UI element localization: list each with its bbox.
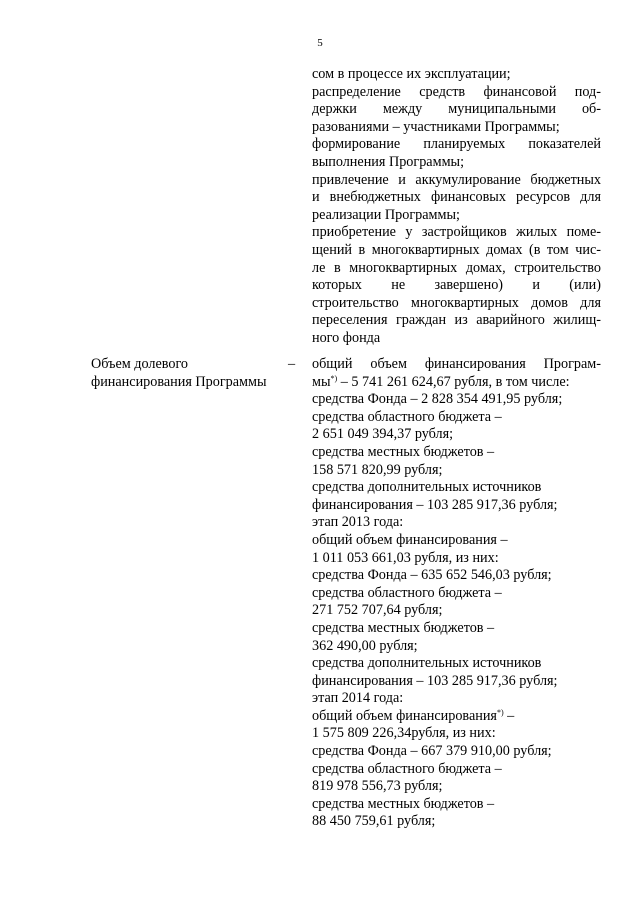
objectives-line <box>312 84 601 102</box>
objectives-line <box>312 224 601 242</box>
objectives-line-text: ного фонда <box>312 329 381 346</box>
objectives-line-text: переселения граждан из аварийного жилищ- <box>312 312 601 329</box>
financing-line <box>312 620 601 638</box>
footnote-marker: *) <box>330 373 338 383</box>
financing-line <box>312 602 601 620</box>
financing-line-text: средства областного бюджета – <box>312 760 502 777</box>
objectives-line-text: реализации Программы; <box>312 206 460 223</box>
financing-line-text: средства Фонда – 667 379 910,00 рубля; <box>312 743 552 760</box>
financing-line <box>312 356 601 374</box>
financing-line-text: этап 2014 года: <box>312 690 404 707</box>
objectives-line-text: привлечение и аккумулирование бюджетных <box>312 171 601 188</box>
financing-line-text: финансирования – 103 285 917,36 рубля; <box>312 672 558 689</box>
objectives-line <box>312 119 601 137</box>
objectives-continuation <box>312 66 601 348</box>
financing-line-text: 819 978 556,73 рубля; <box>312 778 443 795</box>
financing-line <box>312 444 601 462</box>
financing-line <box>312 761 601 779</box>
objectives-line-text: держки между муниципальными об- <box>312 101 601 118</box>
objectives-line <box>312 189 601 207</box>
financing-line <box>312 567 601 585</box>
objectives-line-text: которых не завершено) и (или) <box>312 277 601 294</box>
financing-line-text: этап 2013 года: <box>312 514 404 531</box>
financing-line-text: средства дополнительных источников <box>312 655 542 672</box>
financing-line <box>312 673 601 691</box>
financing-line <box>312 514 601 532</box>
objectives-line <box>312 312 601 330</box>
financing-line <box>312 550 601 568</box>
financing-line <box>312 532 601 550</box>
financing-line <box>312 708 601 726</box>
objectives-line <box>312 136 601 154</box>
objectives-line-text: разованиями – участниками Программы; <box>312 118 560 135</box>
financing-line-text: средства областного бюджета – <box>312 584 502 601</box>
financing-line-text: общий объем финансирования – <box>312 531 508 548</box>
objectives-line <box>312 260 601 278</box>
footnote-marker: *) <box>496 707 504 717</box>
financing-line <box>312 374 601 392</box>
financing-volume-label-line: финансирования Программы <box>91 373 267 390</box>
financing-line-text: финансирования – 103 285 917,36 рубля; <box>312 496 558 513</box>
financing-line-text: 88 450 759,61 рубля; <box>312 813 436 830</box>
financing-line <box>312 796 601 814</box>
financing-line-text: общий объем финансирования <box>312 707 497 724</box>
row-separator-dash: – <box>288 356 296 372</box>
objectives-line-text: строительство многоквартирных домов для <box>312 294 601 311</box>
financing-line-text: 362 490,00 рубля; <box>312 637 418 654</box>
financing-line-text: 271 752 707,64 рубля; <box>312 602 443 619</box>
objectives-line-text: сом в процессе их эксплуатации; <box>312 66 511 82</box>
objectives-line <box>312 207 601 225</box>
objectives-line-text: щений в многоквартирных домах (в том чис- <box>312 241 601 258</box>
objectives-line-text: выполнения Программы; <box>312 153 465 170</box>
financing-line <box>312 409 601 427</box>
objectives-line-text: приобретение у застройщиков жилых поме- <box>312 224 601 241</box>
financing-line <box>312 655 601 673</box>
financing-line <box>312 690 601 708</box>
financing-line-text: средства дополнительных источников <box>312 479 542 496</box>
financing-line-text: мы <box>312 373 331 390</box>
financing-line <box>312 426 601 444</box>
objectives-line <box>312 154 601 172</box>
financing-line <box>312 462 601 480</box>
objectives-line-text: ле в многоквартирных домах, строительство <box>312 259 601 276</box>
financing-line-text: средства местных бюджетов – <box>312 619 495 636</box>
objectives-line-text: распределение средств финансовой под- <box>312 83 601 100</box>
financing-volume-label <box>91 356 281 391</box>
financing-line-text: средства Фонда – 2 828 354 491,95 рубля; <box>312 391 563 408</box>
financing-line-text: 1 575 809 226,34рубля, из них: <box>312 725 496 742</box>
objectives-line-text: и внебюджетных финансовых ресурсов для <box>312 189 601 206</box>
financing-line-text: 1 011 053 661,03 рубля, из них: <box>312 549 499 566</box>
page-number: 5 <box>317 37 323 49</box>
financing-line <box>312 743 601 761</box>
financing-line <box>312 778 601 796</box>
financing-line-text: средства областного бюджета – <box>312 408 502 425</box>
financing-line <box>312 391 601 409</box>
objectives-line <box>312 295 601 313</box>
financing-line <box>312 479 601 497</box>
objectives-line <box>312 277 601 295</box>
objectives-line <box>312 101 601 119</box>
financing-line-text: средства Фонда – 635 652 546,03 рубля; <box>312 567 552 584</box>
financing-volume-label-line: Объем долевого <box>91 356 189 372</box>
financing-line-text: общий объем финансирования Програм- <box>312 356 601 372</box>
objectives-line <box>312 330 601 348</box>
financing-line-text: 2 651 049 394,37 рубля; <box>312 426 454 443</box>
financing-line <box>312 725 601 743</box>
financing-line <box>312 585 601 603</box>
financing-line-tail: – <box>503 707 515 724</box>
financing-line-text: средства местных бюджетов – <box>312 443 495 460</box>
objectives-line <box>312 66 601 84</box>
financing-line-tail: – 5 741 261 624,67 рубля, в том числе: <box>337 373 570 390</box>
financing-line <box>312 638 601 656</box>
financing-line <box>312 813 601 831</box>
financing-line-text: 158 571 820,99 рубля; <box>312 461 443 478</box>
financing-line-text: средства местных бюджетов – <box>312 795 495 812</box>
objectives-line-text: формирование планируемых показателей <box>312 136 601 153</box>
objectives-line <box>312 172 601 190</box>
financing-volume-details <box>312 356 601 831</box>
objectives-line <box>312 242 601 260</box>
financing-line <box>312 497 601 515</box>
